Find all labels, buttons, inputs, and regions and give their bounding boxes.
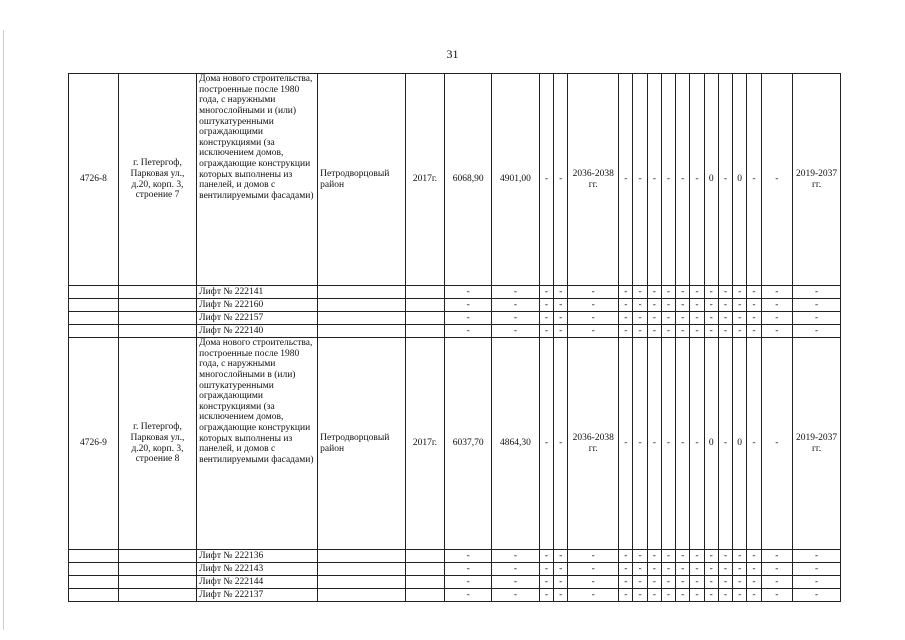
lift-dash-cell: - <box>554 312 568 325</box>
record-flag-1: - <box>539 338 553 550</box>
lift-empty-cell <box>118 550 196 563</box>
lift-dash-cell: - <box>445 576 492 589</box>
lift-dash-cell: - <box>690 550 704 563</box>
lift-dash-cell: - <box>733 286 747 299</box>
record-description: Дома нового строительства, построенные после 1980 года, с наружными многослойными и (или) оштукатуренными ограждающими конструкциями (за исключением домов, ограждающие конструкции которых выполнены из панелей, и домов с вентилируемыми фасадами) <box>197 74 318 286</box>
lift-dash-cell: - <box>704 286 718 299</box>
lift-dash-cell: - <box>568 312 619 325</box>
lift-dash-cell: - <box>568 299 619 312</box>
lift-dash-cell: - <box>661 589 675 602</box>
lift-dash-cell: - <box>676 325 690 338</box>
lift-dash-cell: - <box>733 325 747 338</box>
lift-dash-cell: - <box>445 550 492 563</box>
record-status-cell: 0 <box>733 74 747 286</box>
record-flag-3: - <box>761 338 793 550</box>
record-status-cell: - <box>661 338 675 550</box>
lift-dash-cell: - <box>747 563 761 576</box>
lift-dash-cell: - <box>647 286 661 299</box>
lift-dash-cell: - <box>568 325 619 338</box>
lift-dash-cell: - <box>761 563 793 576</box>
lift-dash-cell: - <box>690 312 704 325</box>
lift-dash-cell: - <box>761 576 793 589</box>
lift-empty-cell <box>405 325 445 338</box>
record-status-cell: - <box>747 338 761 550</box>
lift-empty-cell <box>69 576 119 589</box>
lift-dash-cell: - <box>793 576 841 589</box>
lift-dash-cell: - <box>539 312 553 325</box>
lift-empty-cell <box>405 550 445 563</box>
lift-dash-cell: - <box>554 286 568 299</box>
record-status-cell: - <box>690 338 704 550</box>
lift-dash-cell: - <box>647 589 661 602</box>
lift-empty-cell <box>69 589 119 602</box>
lift-dash-cell: - <box>761 299 793 312</box>
record-address: г. Петергоф, Парковая ул., д.20, корп. 3, строение 7 <box>118 74 196 286</box>
lift-empty-cell <box>318 563 405 576</box>
lift-empty-cell <box>69 563 119 576</box>
lift-dash-cell: - <box>676 576 690 589</box>
record-address: г. Петергоф, Парковая ул., д.20, корп. 3, строение 8 <box>118 338 196 550</box>
lift-dash-cell: - <box>676 589 690 602</box>
lift-empty-cell <box>318 576 405 589</box>
lift-dash-cell: - <box>619 325 633 338</box>
lift-empty-cell <box>318 286 405 299</box>
lift-dash-cell: - <box>554 589 568 602</box>
record-flag-1: - <box>539 74 553 286</box>
lift-empty-cell <box>318 299 405 312</box>
lift-dash-cell: - <box>690 563 704 576</box>
lift-dash-cell: - <box>733 563 747 576</box>
lift-dash-cell: - <box>676 286 690 299</box>
lift-dash-cell: - <box>704 589 718 602</box>
lift-dash-cell: - <box>747 589 761 602</box>
lift-dash-cell: - <box>568 589 619 602</box>
lift-dash-cell: - <box>539 563 553 576</box>
record-area-living: 4864,30 <box>492 338 540 550</box>
lift-dash-cell: - <box>619 286 633 299</box>
lift-dash-cell: - <box>619 563 633 576</box>
lift-row <box>69 589 841 602</box>
lift-dash-cell: - <box>661 576 675 589</box>
lift-dash-cell: - <box>647 299 661 312</box>
lift-empty-cell <box>405 312 445 325</box>
lift-label: Лифт № 222140 <box>197 325 318 338</box>
lift-dash-cell: - <box>704 325 718 338</box>
lift-dash-cell: - <box>492 286 540 299</box>
lift-dash-cell: - <box>445 286 492 299</box>
lift-dash-cell: - <box>747 576 761 589</box>
record-year: 2017г. <box>405 338 445 550</box>
lift-dash-cell: - <box>492 563 540 576</box>
lift-row <box>69 576 841 589</box>
lift-dash-cell: - <box>492 550 540 563</box>
record-description: Дома нового строительства, построенные после 1980 года, с наружными многослойными в (или) оштукатуренными ограждающими конструкциями (за исключением домов, ограждающие конструкции которых выполнены из панелей, и домов с вентилируемыми фасадами) <box>197 338 318 550</box>
record-status-cell: 0 <box>704 338 718 550</box>
lift-dash-cell: - <box>445 589 492 602</box>
lift-dash-cell: - <box>793 286 841 299</box>
lift-dash-cell: - <box>568 286 619 299</box>
lift-dash-cell: - <box>492 312 540 325</box>
lift-dash-cell: - <box>704 312 718 325</box>
lift-dash-cell: - <box>793 325 841 338</box>
record-area-living: 4901,00 <box>492 74 540 286</box>
lift-empty-cell <box>318 550 405 563</box>
lift-dash-cell: - <box>661 550 675 563</box>
lift-row <box>69 312 841 325</box>
lift-dash-cell: - <box>445 325 492 338</box>
lift-dash-cell: - <box>661 312 675 325</box>
lift-dash-cell: - <box>747 550 761 563</box>
lift-dash-cell: - <box>554 563 568 576</box>
record-status-cell: - <box>633 74 647 286</box>
lift-empty-cell <box>405 589 445 602</box>
lift-dash-cell: - <box>761 325 793 338</box>
lift-dash-cell: - <box>690 286 704 299</box>
lift-dash-cell: - <box>554 325 568 338</box>
record-area-total: 6068,90 <box>445 74 492 286</box>
record-status-cell: - <box>690 74 704 286</box>
record-status-cell: - <box>676 338 690 550</box>
lift-dash-cell: - <box>492 299 540 312</box>
lift-label: Лифт № 222144 <box>197 576 318 589</box>
lift-row <box>69 299 841 312</box>
lift-empty-cell <box>318 325 405 338</box>
lift-empty-cell <box>69 312 119 325</box>
lift-dash-cell: - <box>647 576 661 589</box>
lift-empty-cell <box>405 563 445 576</box>
record-status-cell: - <box>647 74 661 286</box>
lift-row <box>69 550 841 563</box>
lift-label: Лифт № 222160 <box>197 299 318 312</box>
lift-dash-cell: - <box>704 563 718 576</box>
lift-dash-cell: - <box>793 299 841 312</box>
lift-empty-cell <box>405 299 445 312</box>
lift-dash-cell: - <box>761 589 793 602</box>
lift-dash-cell: - <box>761 312 793 325</box>
lift-dash-cell: - <box>718 576 732 589</box>
lift-dash-cell: - <box>747 299 761 312</box>
lift-row <box>69 325 841 338</box>
record-status-cell: - <box>619 74 633 286</box>
lift-dash-cell: - <box>633 589 647 602</box>
lift-dash-cell: - <box>747 286 761 299</box>
record-flag-2: - <box>554 338 568 550</box>
lift-dash-cell: - <box>690 325 704 338</box>
lift-dash-cell: - <box>690 576 704 589</box>
lift-dash-cell: - <box>761 286 793 299</box>
record-status-cell: - <box>718 74 732 286</box>
lift-dash-cell: - <box>554 550 568 563</box>
record-id: 4726-9 <box>69 338 119 550</box>
lift-dash-cell: - <box>619 576 633 589</box>
lift-dash-cell: - <box>445 563 492 576</box>
record-period-2: 2019-2037 гг. <box>793 74 841 286</box>
record-year: 2017г. <box>405 74 445 286</box>
lift-empty-cell <box>118 312 196 325</box>
page-number: 31 <box>446 47 459 61</box>
lift-dash-cell: - <box>718 589 732 602</box>
lift-dash-cell: - <box>733 312 747 325</box>
lift-empty-cell <box>118 563 196 576</box>
lift-dash-cell: - <box>761 550 793 563</box>
record-status-cell: - <box>747 74 761 286</box>
lift-dash-cell: - <box>633 325 647 338</box>
lift-dash-cell: - <box>676 312 690 325</box>
lift-dash-cell: - <box>718 325 732 338</box>
lift-dash-cell: - <box>633 312 647 325</box>
record-status-cell: - <box>661 74 675 286</box>
lift-empty-cell <box>118 325 196 338</box>
record-status-cell: - <box>718 338 732 550</box>
lift-dash-cell: - <box>718 550 732 563</box>
lift-dash-cell: - <box>539 589 553 602</box>
lift-dash-cell: - <box>718 312 732 325</box>
lift-dash-cell: - <box>633 286 647 299</box>
record-flag-2: - <box>554 74 568 286</box>
lift-empty-cell <box>69 286 119 299</box>
lift-dash-cell: - <box>633 576 647 589</box>
lift-empty-cell <box>118 589 196 602</box>
lift-empty-cell <box>69 325 119 338</box>
lift-row <box>69 563 841 576</box>
record-area-total: 6037,70 <box>445 338 492 550</box>
lift-dash-cell: - <box>661 563 675 576</box>
lift-dash-cell: - <box>661 286 675 299</box>
lift-row <box>69 286 841 299</box>
scan-margin-line <box>3 30 4 630</box>
lift-dash-cell: - <box>793 589 841 602</box>
lift-dash-cell: - <box>733 576 747 589</box>
lift-dash-cell: - <box>704 576 718 589</box>
lift-label: Лифт № 222157 <box>197 312 318 325</box>
lift-dash-cell: - <box>647 563 661 576</box>
lift-dash-cell: - <box>733 550 747 563</box>
record-id: 4726-8 <box>69 74 119 286</box>
lift-dash-cell: - <box>647 325 661 338</box>
lift-dash-cell: - <box>718 299 732 312</box>
lift-dash-cell: - <box>733 589 747 602</box>
lift-dash-cell: - <box>539 299 553 312</box>
lift-dash-cell: - <box>554 299 568 312</box>
lift-label: Лифт № 222143 <box>197 563 318 576</box>
lift-dash-cell: - <box>793 563 841 576</box>
lift-dash-cell: - <box>492 576 540 589</box>
lift-dash-cell: - <box>568 550 619 563</box>
lift-dash-cell: - <box>568 576 619 589</box>
lift-dash-cell: - <box>747 312 761 325</box>
lift-dash-cell: - <box>633 550 647 563</box>
table-body <box>69 74 841 602</box>
lift-dash-cell: - <box>539 576 553 589</box>
lift-dash-cell: - <box>633 563 647 576</box>
record-period-2: 2019-2037 гг. <box>793 338 841 550</box>
record-status-cell: - <box>633 338 647 550</box>
lift-label: Лифт № 222141 <box>197 286 318 299</box>
record-flag-3: - <box>761 74 793 286</box>
lift-dash-cell: - <box>793 312 841 325</box>
lift-dash-cell: - <box>568 563 619 576</box>
record-status-cell: - <box>676 74 690 286</box>
lift-dash-cell: - <box>647 312 661 325</box>
lift-dash-cell: - <box>676 550 690 563</box>
lift-dash-cell: - <box>647 550 661 563</box>
lift-dash-cell: - <box>661 299 675 312</box>
lift-dash-cell: - <box>539 286 553 299</box>
lift-dash-cell: - <box>619 589 633 602</box>
lift-dash-cell: - <box>539 325 553 338</box>
lift-empty-cell <box>405 286 445 299</box>
lift-dash-cell: - <box>554 576 568 589</box>
lift-dash-cell: - <box>445 312 492 325</box>
lift-dash-cell: - <box>676 299 690 312</box>
record-status-cell: 0 <box>704 74 718 286</box>
lift-dash-cell: - <box>661 325 675 338</box>
lift-dash-cell: - <box>747 325 761 338</box>
lift-dash-cell: - <box>733 299 747 312</box>
lift-dash-cell: - <box>704 550 718 563</box>
record-district: Петродворцовый район <box>318 338 405 550</box>
record-period-1: 2036-2038 гг. <box>568 74 619 286</box>
record-status-cell: - <box>619 338 633 550</box>
lift-dash-cell: - <box>793 550 841 563</box>
lift-dash-cell: - <box>676 563 690 576</box>
record-status-cell: - <box>647 338 661 550</box>
lift-label: Лифт № 222136 <box>197 550 318 563</box>
lift-empty-cell <box>318 312 405 325</box>
lift-dash-cell: - <box>690 589 704 602</box>
lift-dash-cell: - <box>619 299 633 312</box>
record-status-cell: 0 <box>733 338 747 550</box>
lift-label: Лифт № 222137 <box>197 589 318 602</box>
record-district: Петродворцовый район <box>318 74 405 286</box>
lift-empty-cell <box>405 576 445 589</box>
lift-dash-cell: - <box>619 550 633 563</box>
lift-dash-cell: - <box>718 286 732 299</box>
lift-dash-cell: - <box>619 312 633 325</box>
record-period-1: 2036-2038 гг. <box>568 338 619 550</box>
lift-dash-cell: - <box>539 550 553 563</box>
table-row <box>69 338 841 550</box>
lift-dash-cell: - <box>445 299 492 312</box>
lift-empty-cell <box>69 550 119 563</box>
lift-empty-cell <box>118 286 196 299</box>
lift-dash-cell: - <box>492 589 540 602</box>
lift-empty-cell <box>118 576 196 589</box>
register-table <box>68 73 841 602</box>
lift-dash-cell: - <box>690 299 704 312</box>
lift-dash-cell: - <box>633 299 647 312</box>
table-row <box>69 74 841 286</box>
lift-dash-cell: - <box>492 325 540 338</box>
lift-empty-cell <box>118 299 196 312</box>
lift-empty-cell <box>318 589 405 602</box>
lift-dash-cell: - <box>704 299 718 312</box>
lift-dash-cell: - <box>718 563 732 576</box>
lift-empty-cell <box>69 299 119 312</box>
